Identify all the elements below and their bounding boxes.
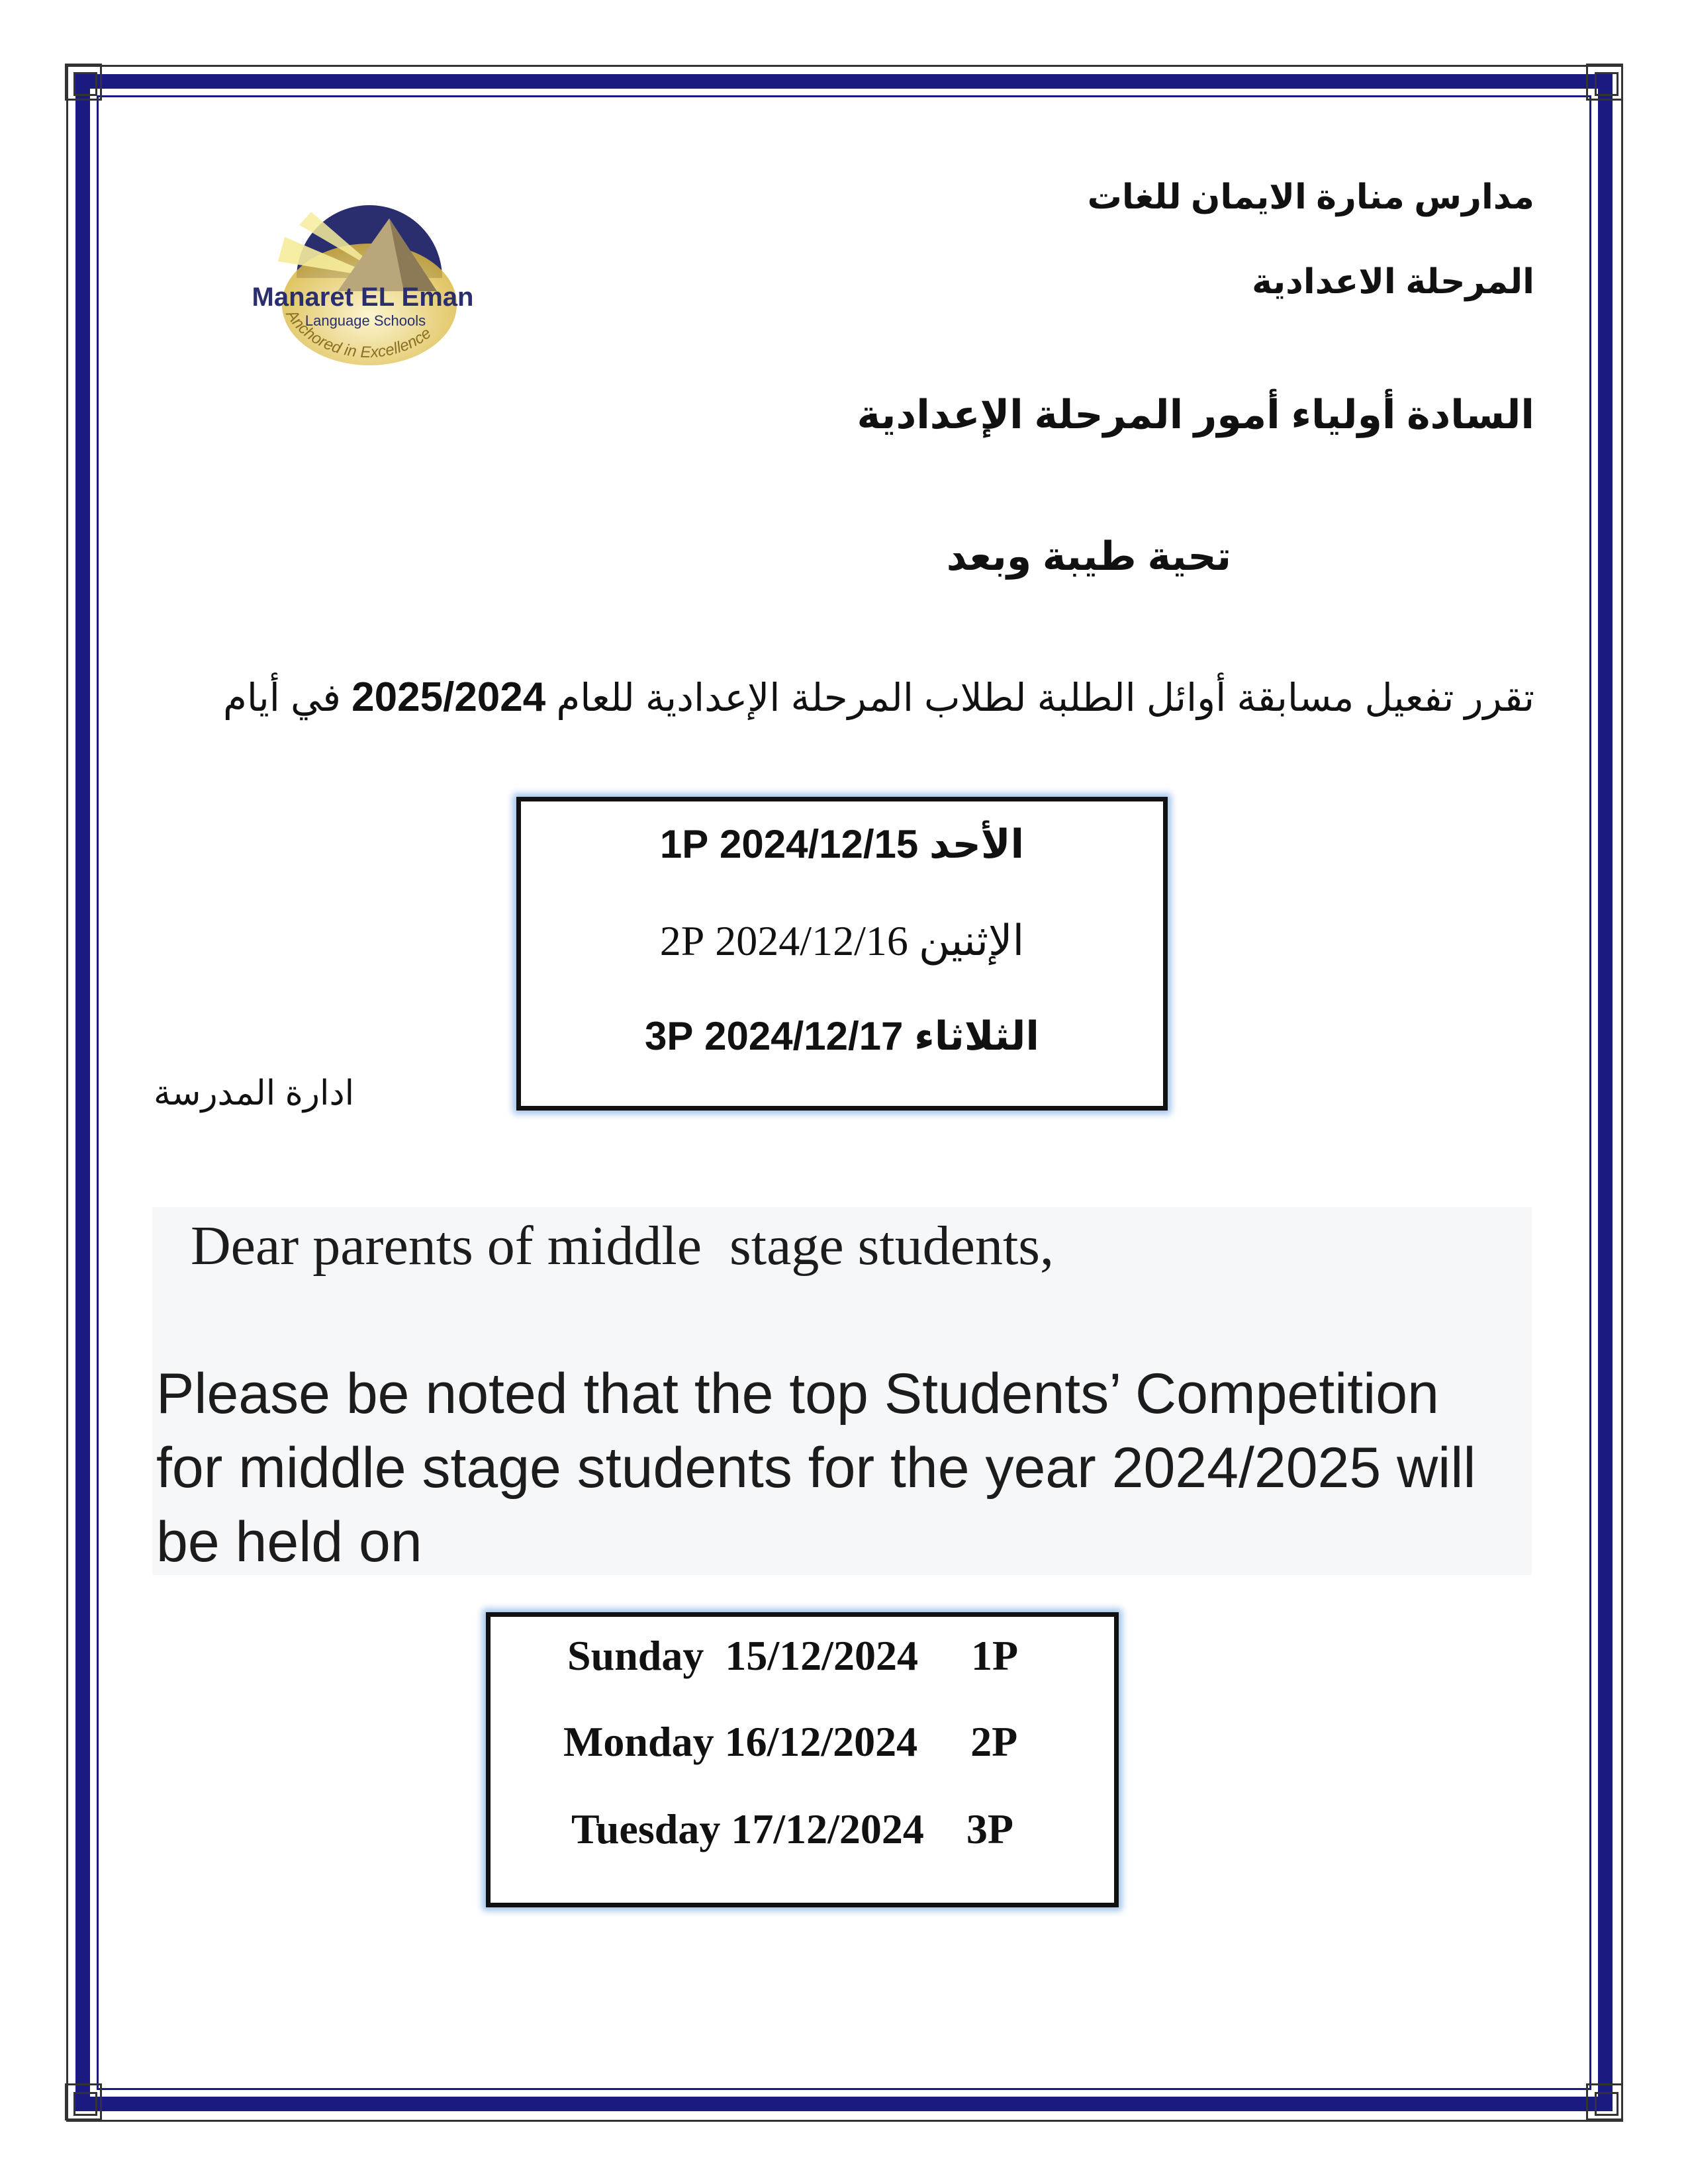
announcement-arabic	[223, 674, 1534, 721]
signature-arabic: ادارة المدرسة	[154, 1074, 355, 1113]
school-logo	[238, 179, 490, 377]
logo-subtitle: Language Schools	[305, 312, 426, 329]
border-corner-ornament	[65, 64, 102, 101]
border-corner-ornament	[1586, 2083, 1623, 2120]
school-logo-emblem	[238, 179, 490, 377]
addressee-arabic: السادة أولياء أمور المرحلة الإعدادية	[857, 392, 1534, 437]
announcement-english	[156, 1357, 1533, 1579]
announcement-arabic-suffix: في أيام	[223, 676, 342, 719]
schedule-line-arabic: الأحد 2024/12/15 1P	[659, 822, 1025, 866]
announcement-english-line: be held on	[156, 1510, 422, 1574]
schedule-line-english: Tuesday 17/12/2024 3P	[571, 1805, 1013, 1852]
logo-tagline: Anchored in Excellence	[282, 306, 435, 362]
border-corner-ornament	[1586, 64, 1623, 101]
schedule-box-arabic	[516, 797, 1168, 1111]
schedule-box-english	[486, 1612, 1119, 1907]
announcement-arabic-prefix: تقرر تفعيل مسابقة أوائل الطلبة لطلاب المرحلة الإعدادية للعام	[556, 676, 1534, 719]
announcement-english-line: for middle stage students for the year 2024/2025 will	[156, 1436, 1476, 1500]
schedule-line-english: Sunday 15/12/2024 1P	[567, 1632, 1019, 1679]
schedule-line-english: Monday 16/12/2024 2P	[563, 1718, 1018, 1765]
announcement-arabic-year: 2025/2024	[352, 674, 546, 720]
logo-name: Manaret EL Eman	[252, 283, 474, 312]
announcement-english-line: Please be noted that the top Students’ Competition	[156, 1362, 1439, 1426]
greeting-arabic: تحية طيبة وبعد	[946, 534, 1231, 578]
schedule-line-arabic: الثلاثاء 2024/12/17 3P	[645, 1014, 1039, 1058]
salutation-english: Dear parents of middle stage students,	[191, 1215, 1054, 1277]
border-corner-ornament	[65, 2083, 102, 2120]
stage-name-arabic: المرحلة الاعدادية	[1252, 263, 1534, 301]
school-name-arabic: مدارس منارة الايمان للغات	[1087, 178, 1534, 216]
schedule-line-arabic: الإثنين 2024/12/16 2P	[659, 917, 1025, 964]
